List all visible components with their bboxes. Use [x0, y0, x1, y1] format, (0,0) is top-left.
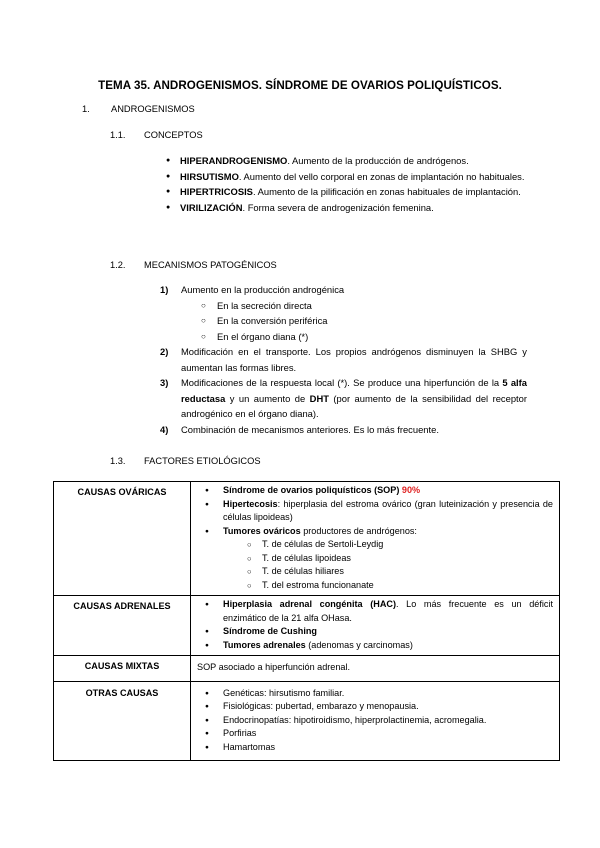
list-item: ● Fisiológicas: pubertad, embarazo y menopausia. — [205, 700, 553, 714]
table-row — [54, 681, 560, 761]
sub-item: ○ En la secreción directa — [181, 298, 527, 314]
list-item: ● HIPERTRICOSIS. Aumento de la pilificación en zonas habituales de implantación. — [166, 184, 526, 200]
list-item: ● Tumores adrenales (adenomas y carcinomas) — [205, 639, 553, 653]
row-label: CAUSAS ADRENALES — [54, 596, 191, 656]
row-content — [191, 681, 560, 761]
mecanismos-list — [160, 282, 527, 437]
list-item: ● Porfirias — [205, 727, 553, 741]
sub-item: ○ T. de células lipoideas — [223, 552, 553, 566]
sub-list — [181, 298, 527, 345]
row-label: OTRAS CAUSAS — [54, 681, 191, 761]
subsection-number: 1.1. — [110, 130, 126, 140]
list-item: 4) Combinación de mecanismos anteriores. Es lo más frecuente. — [160, 423, 439, 435]
table-row — [54, 656, 560, 682]
sub-item: ○ T. de células de Sertoli-Leydig — [223, 538, 553, 552]
list-item: ● VIRILIZACIÓN. Forma severa de androgenización femenina. — [166, 200, 526, 216]
list-item: 2) Modificación en el transporte. Los propios andrógenos disminuyen la SHBG y aumentan las formas libres. — [160, 346, 527, 373]
list-item: ● Endocrinopatías: hipotiroidismo, hiperprolactinemia, acromegalia. — [205, 714, 553, 728]
table-row — [54, 596, 560, 656]
row-label: CAUSAS OVÁRICAS — [54, 482, 191, 596]
list-item: ● HIPERANDROGENISMO. Aumento de la producción de andrógenos. — [166, 153, 526, 169]
list-item: 3) Modificaciones de la respuesta local (*). Se produce una hiperfunción de la 5 alfa reductasa y un aumento de DHT (por aumento de la sensibilidad del receptor androgénico en el órgano diana). — [160, 377, 527, 419]
row-label: CAUSAS MIXTAS — [54, 656, 191, 682]
section-number: 1. — [82, 104, 90, 114]
conceptos-list — [166, 153, 526, 215]
subsection-number: 1.3. — [110, 456, 126, 466]
sub-item: ○ T. del estroma funcionanate — [223, 579, 553, 593]
list-item: 1) Aumento en la producción androgénica ○ En la secreción directa ○ En la conversión periférica ○ En el órgano diana (*) — [160, 282, 527, 344]
sub-item: ○ En la conversión periférica — [181, 313, 527, 329]
list-item: ● Tumores ováricos productores de andrógenos: ○ T. de células de Sertoli-Leydig ○ T. de células lipoideas ○ T. de células hiliares ○ T. del estroma funcionanate — [205, 525, 553, 593]
list-item: ● Síndrome de Cushing — [205, 625, 553, 639]
subsection-label: MECANISMOS PATOGÉNICOS — [144, 260, 277, 270]
row-content — [191, 482, 560, 596]
section-label: ANDROGENISMOS — [111, 104, 195, 114]
row-content — [191, 596, 560, 656]
table-row — [54, 482, 560, 596]
subsection-label: FACTORES ETIOLÓGICOS — [144, 456, 261, 466]
percentage-highlight: 90% — [401, 485, 421, 495]
list-item: ● Hamartomas — [205, 741, 553, 755]
row-content: SOP asociado a hiperfunción adrenal. — [191, 656, 560, 682]
sub-item: ○ En el órgano diana (*) — [181, 329, 527, 345]
list-item: ● HIRSUTISMO. Aumento del vello corporal en zonas de implantación no habituales. — [166, 169, 526, 185]
list-item: ● Genéticas: hirsutismo familiar. — [205, 687, 553, 701]
subsection-label: CONCEPTOS — [144, 130, 203, 140]
page-title: TEMA 35. ANDROGENISMOS. SÍNDROME DE OVARIOS POLIQUÍSTICOS. — [98, 79, 502, 92]
etiology-table — [53, 481, 560, 761]
sub-item: ○ T. de células hiliares — [223, 565, 553, 579]
list-item: ● Hipertecosis: hiperplasia del estroma ovárico (gran luteinización y presencia de células lipoideas) — [205, 498, 553, 525]
list-item: ● Síndrome de ovarios poliquísticos (SOP) 90% — [205, 484, 553, 498]
subsection-number: 1.2. — [110, 260, 126, 270]
list-item: ● Hiperplasia adrenal congénita (HAC). Lo más frecuente es un déficit enzimático de la 21 alfa OHasa. — [205, 598, 553, 625]
